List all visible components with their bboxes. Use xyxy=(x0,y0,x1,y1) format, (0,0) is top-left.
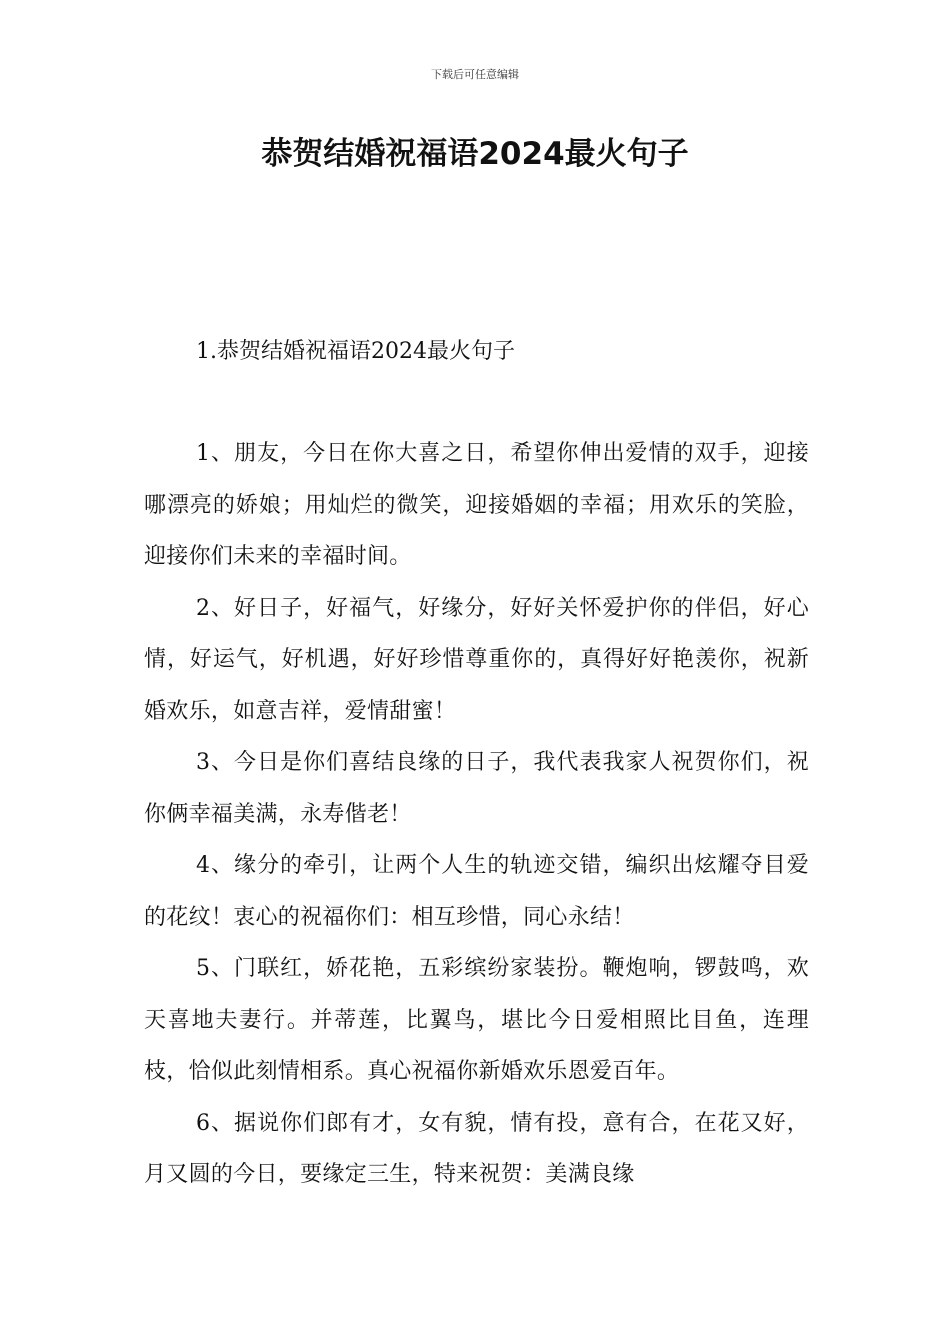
blessing-paragraph-1: 1、朋友，今日在你大喜之日，希望你伸出爱情的双手，迎接哪漂亮的娇娘；用灿烂的微笑，迎接婚姻的幸福；用欢乐的笑脸，迎接你们未来的幸福时间。 xyxy=(144,441,809,569)
blessing-paragraph-5: 5、门联红，娇花艳，五彩缤纷家装扮。鞭炮响，锣鼓鸣，欢天喜地夫妻行。并蒂莲，比翼鸟，堪比今日爱相照比目鱼，连理枝，恰似此刻情相系。真心祝福你新婚欢乐恩爱百年。 xyxy=(144,956,809,1084)
document-body xyxy=(144,428,809,1201)
blessing-paragraph-2: 2、好日子，好福气，好缘分，好好关怀爱护你的伴侣，好心情，好运气，好机遇，好好珍惜尊重你的，真得好好艳羡你，祝新婚欢乐，如意吉祥，爱情甜蜜！ xyxy=(144,595,809,724)
section-heading: 1.恭贺结婚祝福语2024最火句子 xyxy=(196,339,515,364)
blessing-paragraph-3: 3、今日是你们喜结良缘的日子，我代表我家人祝贺你们，祝你俩幸福美满，永寿偕老！ xyxy=(144,750,809,827)
document-title: 恭贺结婚祝福语2024最火句子 xyxy=(261,136,689,172)
header-note: 下载后可任意编辑 xyxy=(431,68,519,81)
blessing-paragraph-4: 4、缘分的牵引，让两个人生的轨迹交错，编织出炫耀夺目爱的花纹！衷心的祝福你们：相互珍惜，同心永结！ xyxy=(144,853,809,930)
blessing-paragraph-6: 6、据说你们郎有才，女有貌，情有投，意有合，在花又好，月又圆的今日，要缘定三生，特来祝贺：美满良缘 xyxy=(144,1110,809,1187)
